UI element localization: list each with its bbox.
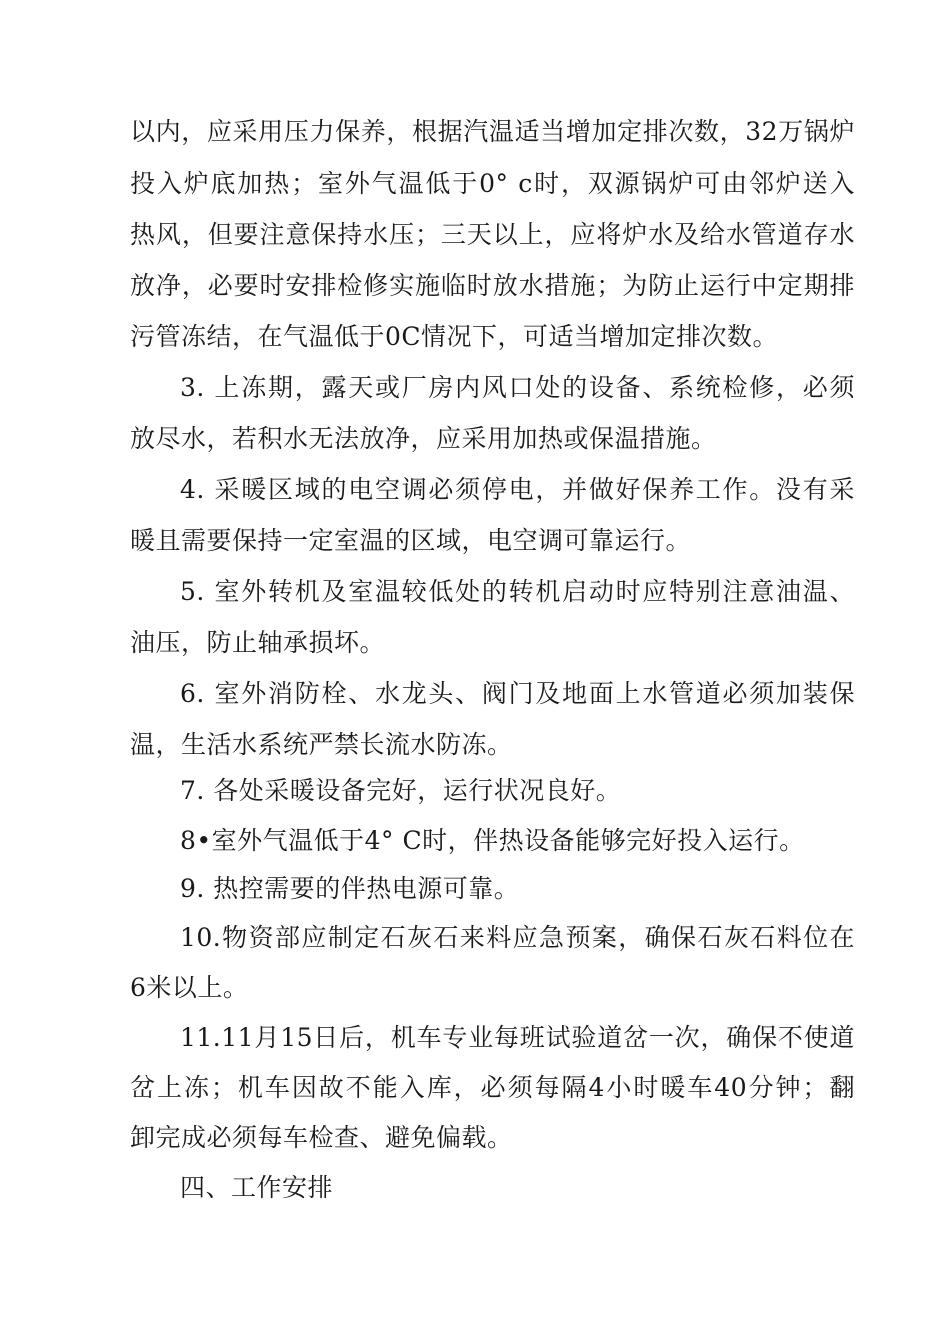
list-item-11-line: 岔上冻；机车因故不能入库，必须每隔4小时暖车40分钟；翻 <box>130 1073 855 1102</box>
list-item-6-line: 温，生活水系统严禁长流水防冻。 <box>130 730 513 759</box>
text-line: 热风，但要注意保持水压；三天以上，应将炉水及给水管道存水 <box>130 220 855 249</box>
list-item-10-line: 6米以上。 <box>130 973 249 1002</box>
text-line: 放净，必要时安排检修实施临时放水措施；为防止运行中定期排 <box>130 271 855 300</box>
list-item-4-line: 暖且需要保持一定室温的区域，电空调可靠运行。 <box>130 526 692 555</box>
list-item-3-line: 3. 上冻期，露天或厂房内风口处的设备、系统检修，必须 <box>180 373 855 402</box>
list-item-5-line: 5. 室外转机及室温较低处的转机启动时应特别注意油温、 <box>180 577 855 606</box>
list-item-11-line: 11.11月15日后，机车专业每班试验道岔一次，确保不使道 <box>180 1023 855 1052</box>
list-item-10-line: 10.物资部应制定石灰石来料应急预案，确保石灰石料位在 <box>180 923 855 952</box>
text-line: 以内，应采用压力保养，根据汽温适当增加定排次数，32万锅炉 <box>130 117 855 146</box>
list-item-7-line: 7. 各处采暖设备完好，运行状况良好。 <box>180 776 622 805</box>
text-line: 投入炉底加热；室外气温低于0° c时，双源锅炉可由邻炉送入 <box>130 169 855 198</box>
list-item-4-line: 4. 采暖区域的电空调必须停电，并做好保养工作。没有采 <box>180 475 855 504</box>
list-item-8-line: 8•室外气温低于4° C时，伴热设备能够完好投入运行。 <box>180 826 805 855</box>
text-line: 污管冻结，在气温低于0C情况下，可适当增加定排次数。 <box>130 322 779 351</box>
list-item-11-line: 卸完成必须每车检查、避免偏载。 <box>130 1123 513 1152</box>
list-item-3-line: 放尽水，若积水无法放净，应采用加热或保温措施。 <box>130 424 717 453</box>
list-item-9-line: 9. 热控需要的伴热电源可靠。 <box>180 874 520 903</box>
list-item-5-line: 油压，防止轴承损坏。 <box>130 628 386 657</box>
list-item-6-line: 6. 室外消防栓、水龙头、阀门及地面上水管道必须加装保 <box>180 679 855 708</box>
section-heading: 四、工作安排 <box>180 1173 334 1202</box>
